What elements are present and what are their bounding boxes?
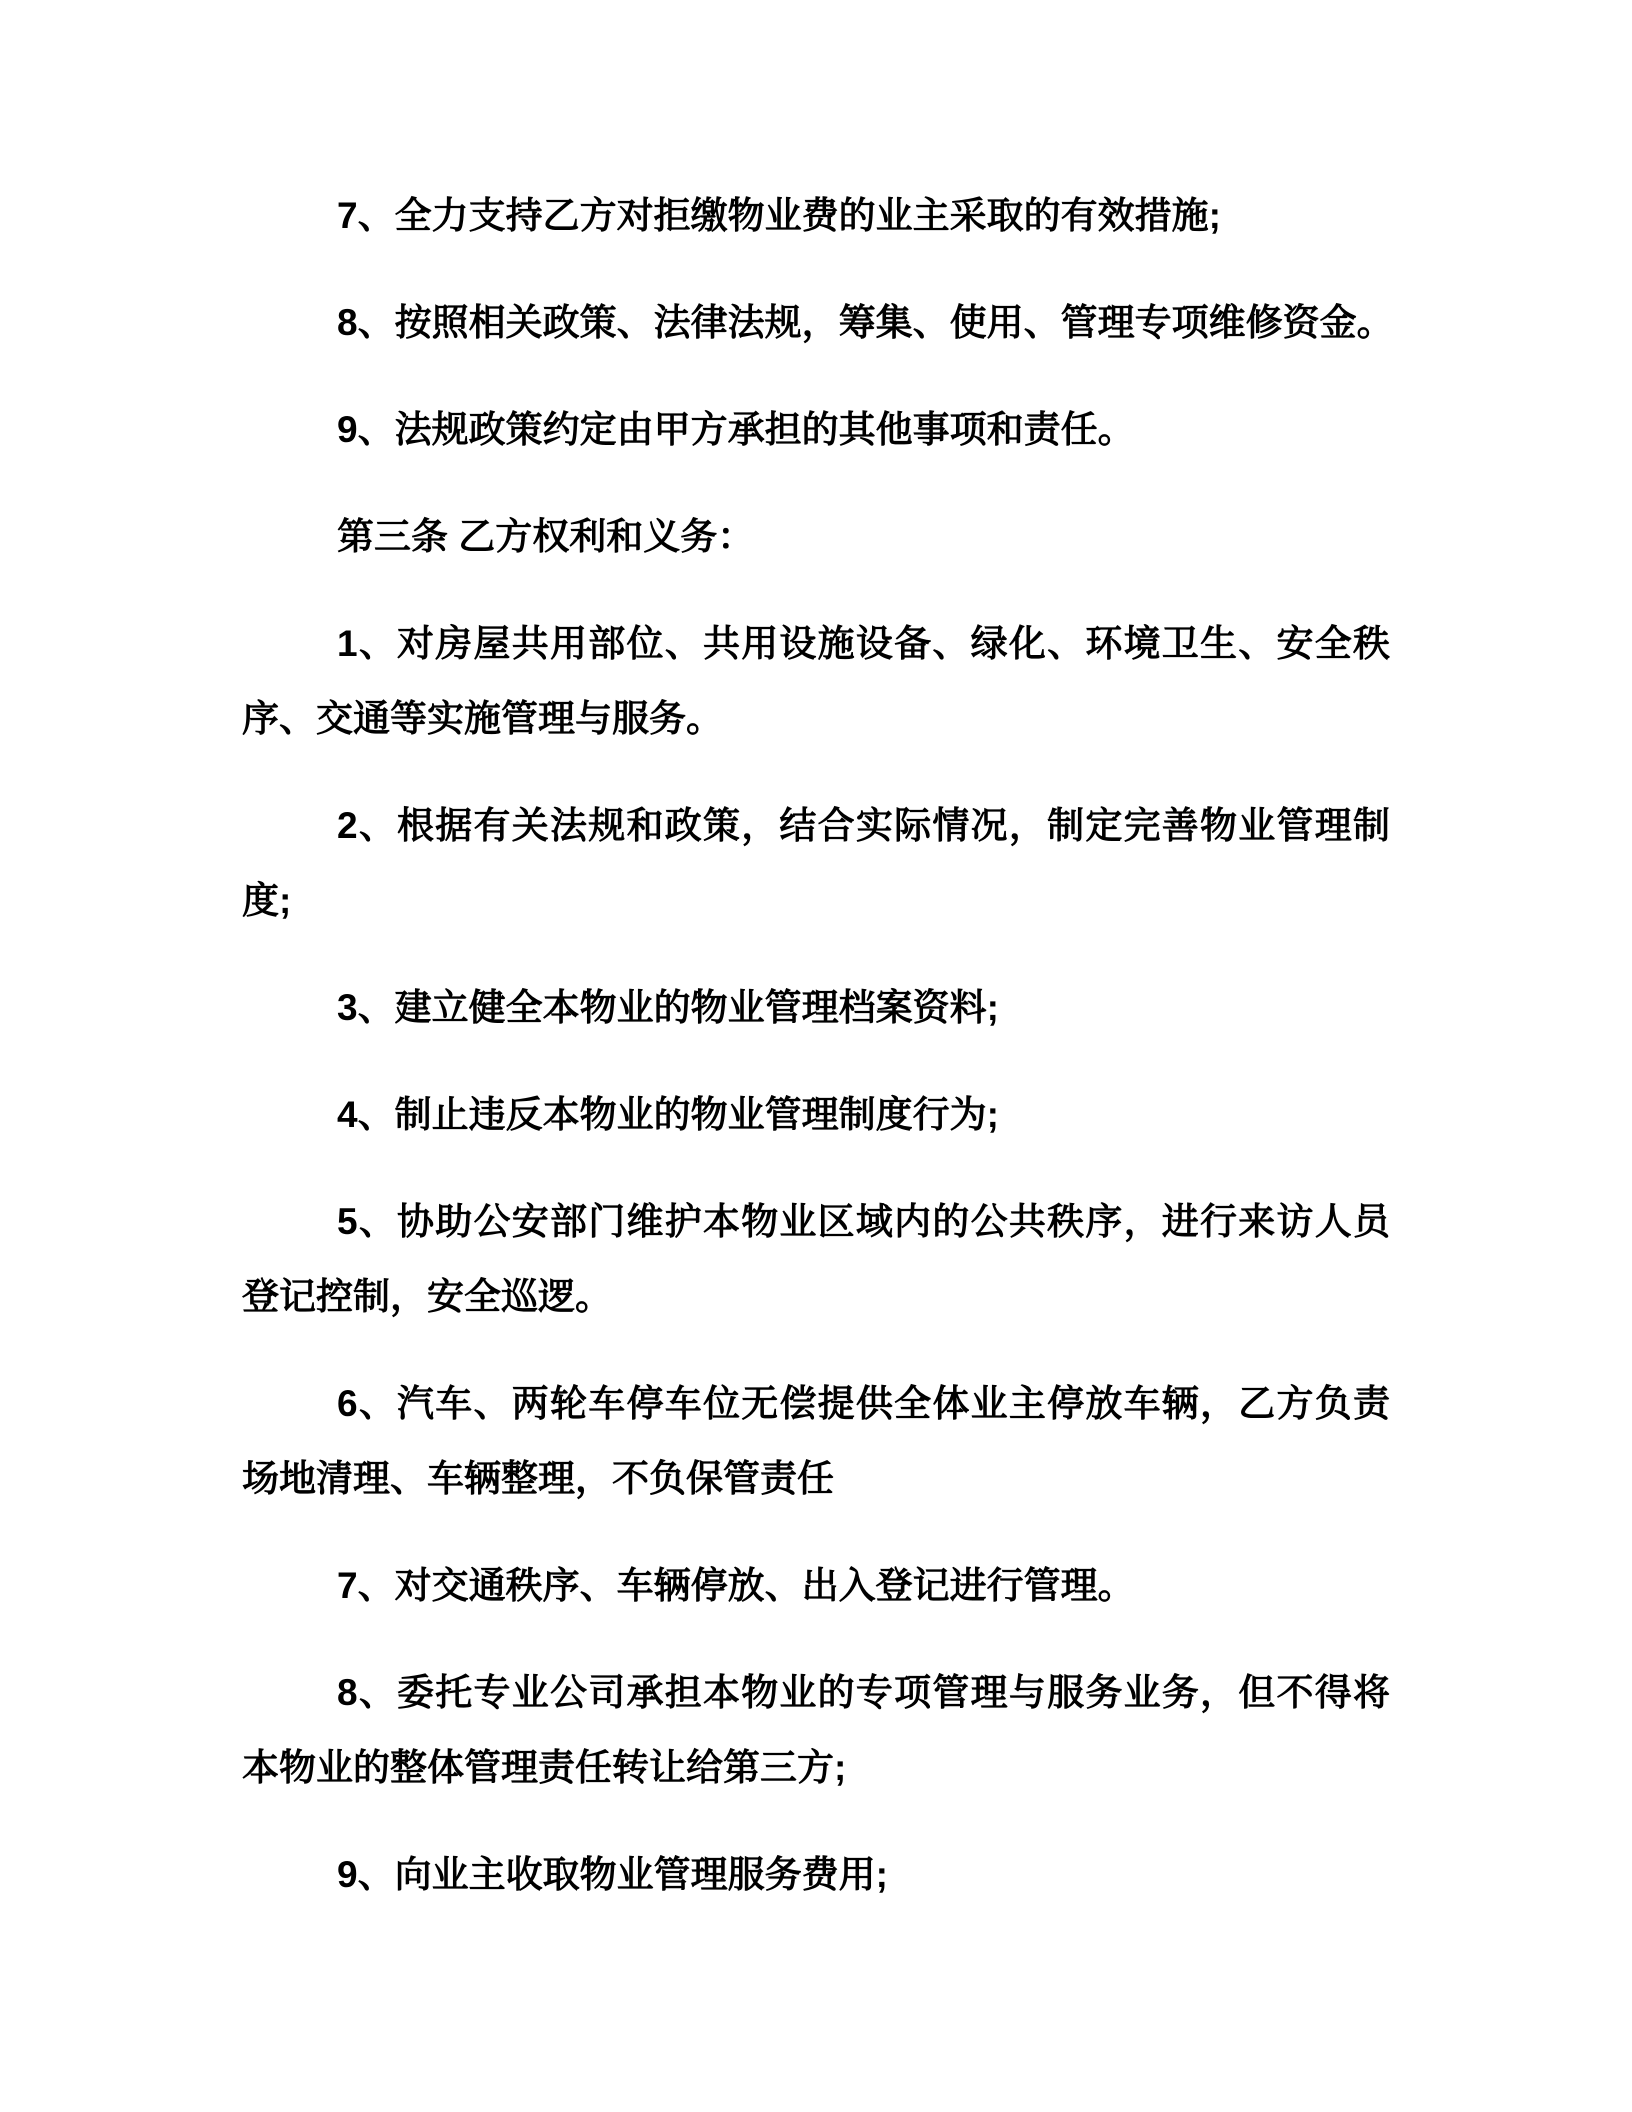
article3-item-9 bbox=[242, 1837, 1390, 1912]
text-line: 6、汽车、两轮车停车位无偿提供全体业主停放车辆，乙方负责 bbox=[337, 1383, 1390, 1424]
text-line: 8、委托专业公司承担本物业的专项管理与服务业务，但不得将 bbox=[337, 1672, 1390, 1713]
text-line: 3、建立健全本物业的物业管理档案资料; bbox=[337, 987, 999, 1028]
text-line: 9、向业主收取物业管理服务费用; bbox=[337, 1854, 888, 1895]
article3-item-7 bbox=[242, 1548, 1390, 1623]
document-text-block bbox=[242, 178, 1394, 1944]
article2-item-9 bbox=[242, 392, 1390, 467]
text-line: 7、全力支持乙方对拒缴物业费的业主采取的有效措施; bbox=[337, 195, 1221, 236]
article2-item-8 bbox=[242, 285, 1394, 360]
heading-line: 第三条 乙方权利和义务： bbox=[337, 516, 755, 557]
article3-item-4 bbox=[242, 1077, 1390, 1152]
article3-heading bbox=[242, 499, 1390, 574]
text-line: 4、制止违反本物业的物业管理制度行为; bbox=[337, 1094, 999, 1135]
article3-item-2 bbox=[242, 788, 1390, 938]
text-line: 8、按照相关政策、法律法规，筹集、使用、管理专项维修资金。 bbox=[337, 302, 1394, 343]
text-line: 1、对房屋共用部位、共用设施设备、绿化、环境卫生、安全秩 bbox=[337, 623, 1390, 664]
text-line: 登记控制，安全巡逻。 bbox=[242, 1276, 612, 1317]
article2-item-7 bbox=[242, 178, 1390, 253]
text-line: 本物业的整体管理责任转让给第三方; bbox=[242, 1747, 847, 1788]
text-line: 度; bbox=[242, 880, 292, 921]
text-line: 序、交通等实施管理与服务。 bbox=[242, 698, 723, 739]
article3-item-1 bbox=[242, 606, 1390, 756]
text-line: 5、协助公安部门维护本物业区域内的公共秩序，进行来访人员 bbox=[337, 1201, 1390, 1242]
text-line: 9、法规政策约定由甲方承担的其他事项和责任。 bbox=[337, 409, 1135, 450]
text-line: 2、根据有关法规和政策，结合实际情况，制定完善物业管理制 bbox=[337, 805, 1390, 846]
article3-item-5 bbox=[242, 1184, 1390, 1334]
text-line: 7、对交通秩序、车辆停放、出入登记进行管理。 bbox=[337, 1565, 1135, 1606]
article3-item-3 bbox=[242, 970, 1390, 1045]
text-line: 场地清理、车辆整理，不负保管责任 bbox=[242, 1458, 834, 1499]
article3-item-6 bbox=[242, 1366, 1390, 1516]
article3-item-8 bbox=[242, 1655, 1390, 1805]
